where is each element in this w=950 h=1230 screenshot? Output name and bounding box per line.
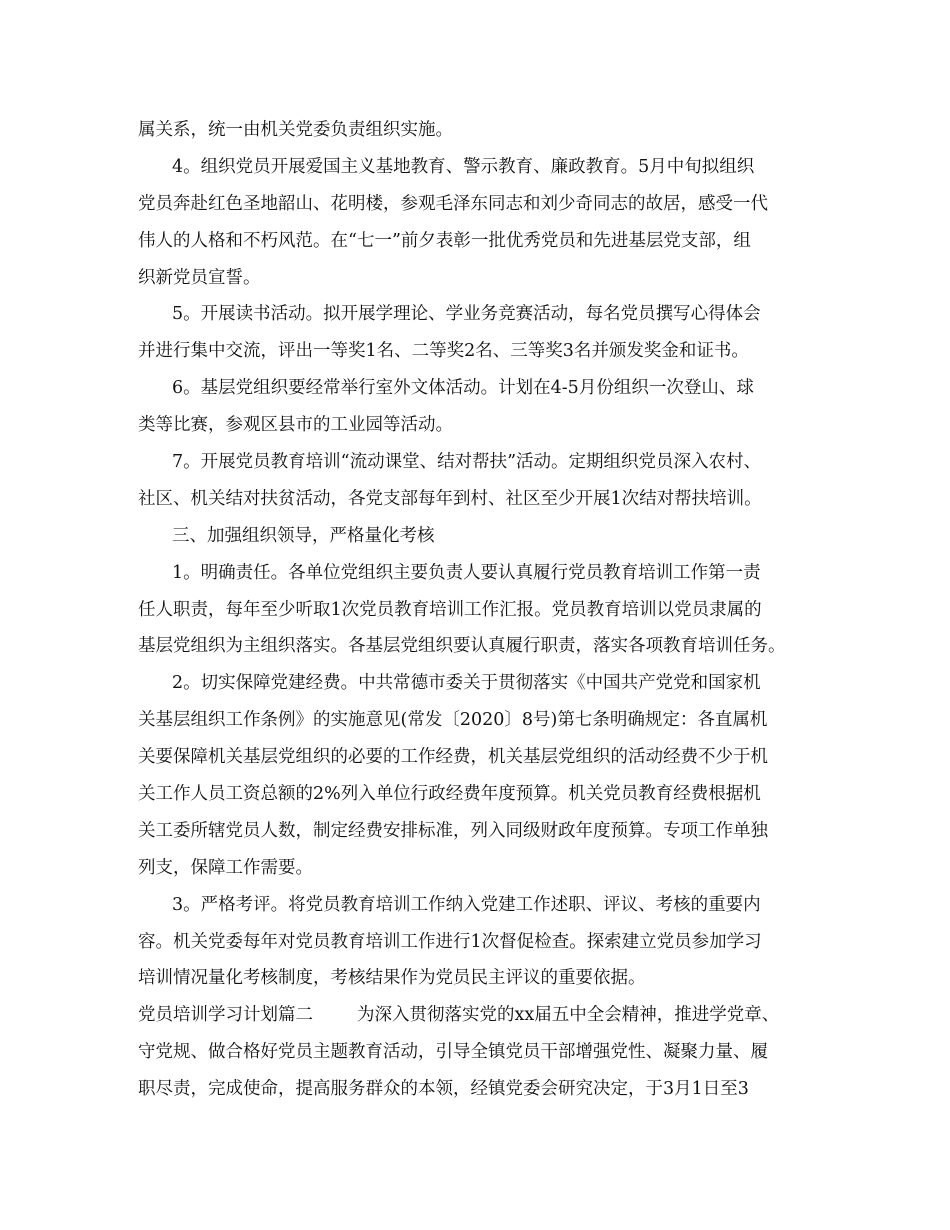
section-title: 党员培训学习计划篇二 [138,1005,313,1026]
text-line: 社区、机关结对扶贫活动，各党支部每年到村、社区至少开展1次结对帮扶培训。 [138,488,762,509]
text-line: 容。机关党委每年对党员教育培训工作进行1次督促检查。探索建立党员参加学习 [138,931,762,952]
text-line: 关要保障机关基层党组织的必要的工作经费，机关基层党组织的活动经费不少于机 [138,747,768,768]
text-line: 5。开展读书活动。拟开展学理论、学业务竞赛活动，每名党员撰写心得体会 [172,304,761,325]
text-line: 关工委所辖党员人数，制定经费安排标准，列入同级财政年度预算。专项工作单独 [138,820,768,841]
text-line: 职尽责，完成使命，提高服务群众的本领，经镇党委会研究决定，于3月1日至3 [138,1079,749,1100]
text-line: 属关系，统一由机关党委负责组织实施。 [138,120,453,140]
text-line: 织新党员宣誓。 [138,267,261,288]
text-line: 伟人的人格和不朽风范。在“七一”前夕表彰一批优秀党员和先进基层党支部，组 [138,230,751,251]
text-line: 3。严格考评。将党员教育培训工作纳入党建工作述职、评议、考核的重要内 [172,894,761,915]
text-line: 1。明确责任。各单位党组织主要负责人要认真履行党员教育培训工作第一责 [172,562,761,583]
section-intro-text: 为深入贯彻落实党的xx届五中全会精神，推进学党章、 [357,1005,780,1026]
text-line: 培训情况量化考核制度，考核结果作为党员民主评议的重要依据。 [138,968,646,989]
text-line: 7。开展党员教育培训“流动课堂、结对帮扶”活动。定期组织党员深入农村、 [172,452,762,473]
document-body [138,112,810,1108]
text-line: 关工作人员工资总额的2%列入单位行政经费年度预算。机关党员教育经费根据机 [138,784,761,805]
text-line: 守党规、做合格好党员主题教育活动，引导全镇党员干部增强党性、凝聚力量、履 [138,1042,768,1063]
text-line: 6。基层党组织要经常举行室外文体活动。计划在4-5月份组织一次登山、球 [172,378,754,399]
text-line: 任人职责，每年至少听取1次党员教育培训工作汇报。党员教育培训以党员隶属的 [138,599,762,620]
section-heading: 三、加强组织领导，严格量化考核 [172,525,435,546]
text-line: 类等比赛，参观区县市的工业园等活动。 [138,415,453,436]
text-line: 2。切实保障党建经费。中共常德市委关于贯彻落实《中国共产党党和国家机 [172,673,761,694]
section-title-line [138,997,810,1034]
text-line: 关基层组织工作条例》的实施意见(常发〔2020〕8号)第七条明确规定：各直属机 [138,710,768,731]
text-line: 并进行集中交流，评出一等奖1名、二等奖2名、三等奖3名并颁发奖金和证书。 [138,341,749,362]
text-line: 4。组织党员开展爱国主义基地教育、警示教育、廉政教育。5月中旬拟组织 [172,156,755,177]
text-line: 党员奔赴红色圣地韶山、花明楼，参观毛泽东同志和刘少奇同志的故居，感受一代 [138,193,768,214]
text-line: 基层党组织为主组织落实。各基层党组织要认真履行职责，落实各项教育培训任务。 [138,636,786,657]
text-line: 列支，保障工作需要。 [138,857,313,878]
